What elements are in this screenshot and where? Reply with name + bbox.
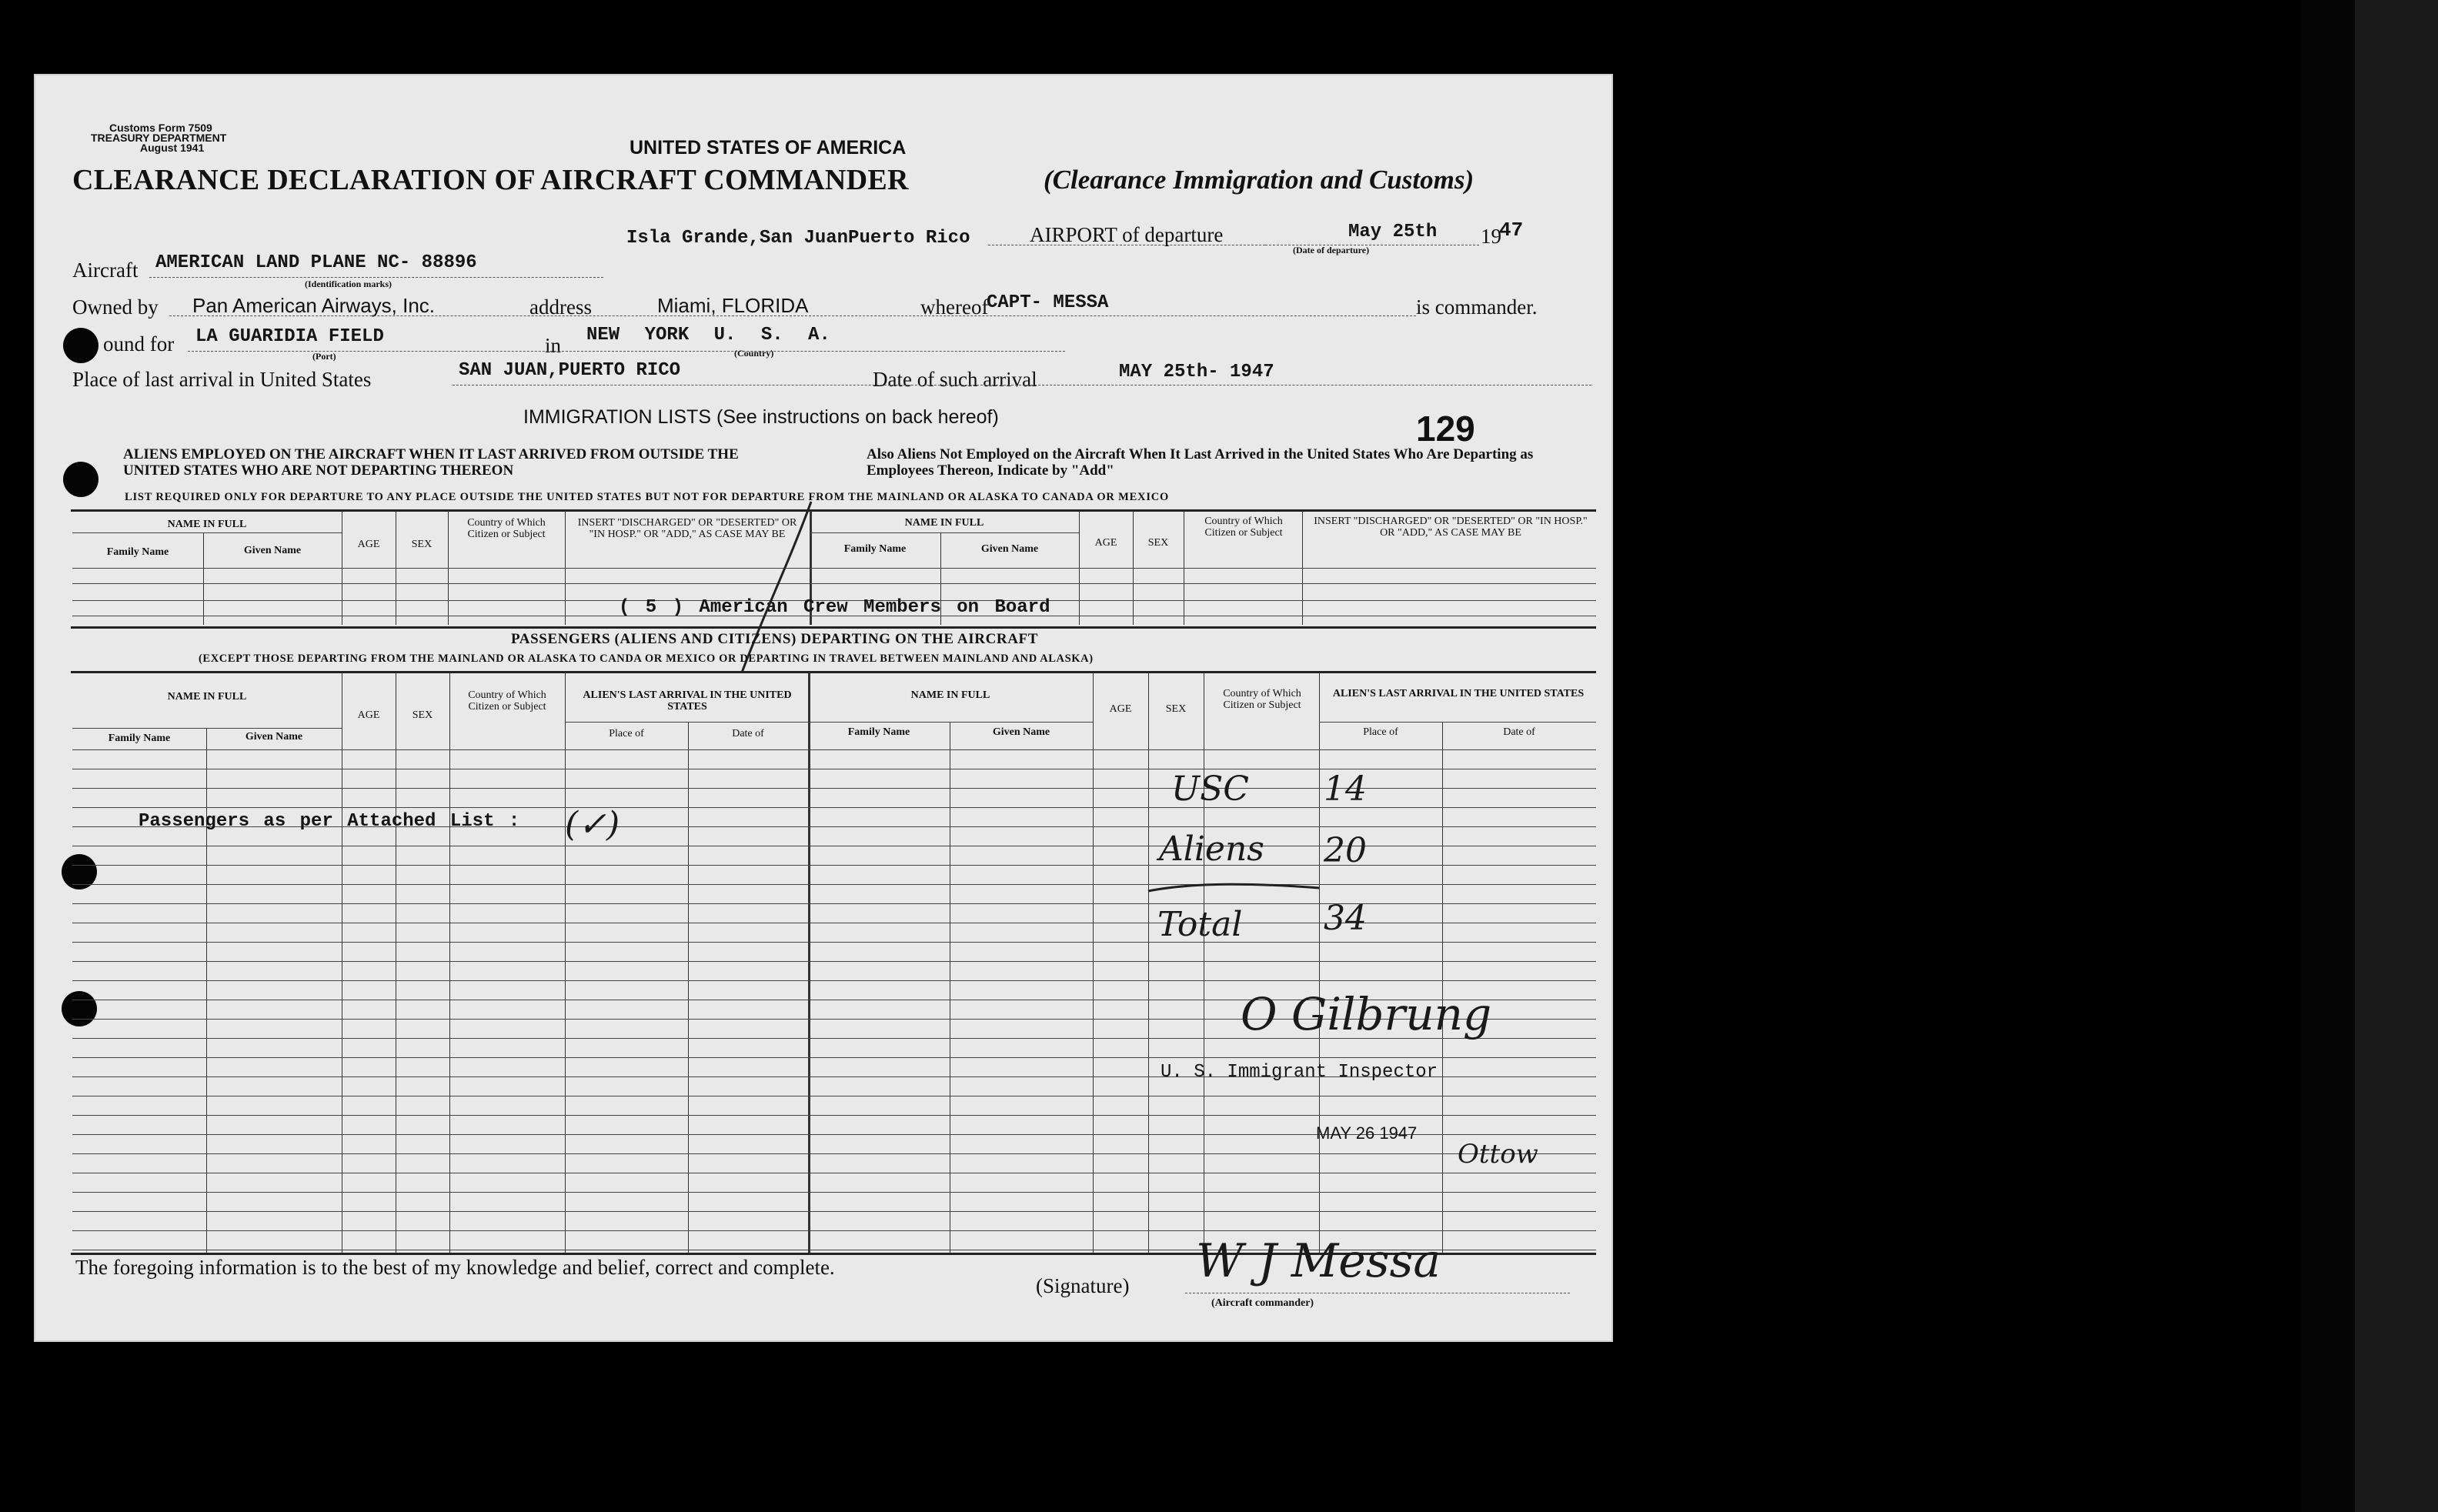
pass-last-arrival-header-right: ALIEN'S LAST ARRIVAL IN THE UNITED STATES <box>1332 688 1585 699</box>
passengers-entry: Passengers as per Attached List : <box>139 811 520 832</box>
bound-port-value: LA GUARIDIA FIELD <box>195 326 384 347</box>
pass-date-header-right: Date of <box>1503 726 1535 738</box>
clearance-form <box>34 74 1613 1342</box>
crew-country-header-right: Country of Which Citizen or Subject <box>1204 516 1283 539</box>
departure-date-value: May 25th <box>1348 222 1438 242</box>
pass-age-header: AGE <box>357 709 380 721</box>
crew-insert-header: INSERT "DISCHARGED" OR "DESERTED" OR "IN HOSP." OR "ADD," AS CASE MAY BE <box>577 517 797 540</box>
crew-entry: ( 5 ) American Crew Members on Board <box>619 597 1050 618</box>
certification-statement: The foregoing information is to the best of my knowledge and belief, correct and complete. <box>75 1256 835 1279</box>
pass-country-header-right: Country of Which Citizen or Subject <box>1223 688 1301 711</box>
crew-given-header-right: Given Name <box>980 543 1039 555</box>
owner-label: Owned by <box>72 295 159 319</box>
last-arrival-place: SAN JUAN,PUERTO RICO <box>459 360 681 381</box>
whereof-label: whereof <box>920 295 989 319</box>
tally-underline <box>1142 877 1327 900</box>
table-row-line <box>72 961 1596 962</box>
departure-year-value: 47 <box>1499 219 1524 242</box>
pass-sex-header-right: SEX <box>1165 703 1187 715</box>
immigration-heading: IMMIGRATION LISTS (See instructions on back hereof) <box>523 406 999 428</box>
address-label: address <box>529 295 592 319</box>
pass-family-header: Family Name <box>108 733 171 744</box>
table-row-line <box>72 1230 1596 1231</box>
passengers-check-mark: (✓) <box>565 805 620 844</box>
crew-age-header: AGE <box>357 539 380 550</box>
table-row-line <box>72 807 1596 808</box>
signature-label: (Signature) <box>1036 1274 1130 1297</box>
bound-in-label: in <box>545 334 562 357</box>
table-row-line <box>72 884 1596 885</box>
aircraft-caption: (Identification marks) <box>305 279 392 289</box>
departure-airport-value: Isla Grande,San JuanPuerto Rico <box>626 228 970 249</box>
pass-name-header-right: NAME IN FULL <box>910 689 990 701</box>
aircraft-value: AMERICAN LAND PLANE NC- 88896 <box>155 252 477 273</box>
table-row-line <box>72 788 1596 789</box>
crew-name-header: NAME IN FULL <box>167 519 247 530</box>
form-number: Customs Form 7509 TREASURY DEPARTMENT August 1941 <box>91 122 227 154</box>
aircraft-label: Aircraft <box>72 259 139 282</box>
pass-sex-header: SEX <box>412 709 433 721</box>
owner-value: Pan American Airways, Inc. <box>192 294 436 317</box>
crew-sex-header-right: SEX <box>1147 537 1169 549</box>
commander-label: is commander. <box>1416 295 1538 319</box>
table-row-line <box>72 749 1596 750</box>
departure-year-prefix: 19 <box>1481 225 1501 248</box>
arrival-date-label: Date of such arrival <box>873 368 1037 391</box>
bound-country-value: NEW YORK U. S. A. <box>586 325 830 345</box>
form-title: CLEARANCE DECLARATION OF AIRCRAFT COMMANDER <box>72 164 909 196</box>
departure-date-caption: (Date of departure) <box>1293 245 1370 255</box>
bound-label: ound for <box>103 332 175 355</box>
immigration-right-note: Also Aliens Not Employed on the Aircraft When It Last Arrived in the United States Who Are Departing as Employees Thereon, Indicate by "Add" <box>867 446 1534 479</box>
bound-country-caption: (Country) <box>734 348 774 359</box>
pass-family-header-right: Family Name <box>847 726 910 738</box>
country-heading: UNITED STATES OF AMERICA <box>630 137 907 159</box>
tally-total-label: Total <box>1157 905 1243 944</box>
dark-background-edge <box>2301 0 2438 1512</box>
passengers-heading: PASSENGERS (ALIENS AND CITIZENS) DEPARTING ON THE AIRCRAFT <box>511 631 1039 647</box>
table-row-line <box>72 1153 1596 1154</box>
table-row-line <box>72 1057 1596 1058</box>
pass-given-header: Given Name <box>245 731 303 743</box>
inspection-stamp-date: MAY 26 1947 <box>1316 1123 1418 1143</box>
address-value: Miami, FLORIDA <box>657 294 809 317</box>
punch-hole <box>63 328 99 363</box>
arrival-date-value: MAY 25th- 1947 <box>1119 362 1274 382</box>
pass-date-header: Date of <box>732 728 764 739</box>
inspector-initials: Ottow <box>1458 1139 1538 1170</box>
tally-alien-value: 20 <box>1324 831 1367 870</box>
pass-place-header: Place of <box>609 728 644 739</box>
commander-value: CAPT- MESSA <box>987 292 1109 313</box>
bound-port-caption: (Port) <box>312 351 336 362</box>
form-subtitle: (Clearance Immigration and Customs) <box>1044 165 1474 195</box>
pass-name-header: NAME IN FULL <box>167 691 247 703</box>
table-row-line <box>72 942 1596 943</box>
crew-country-header: Country of Which Citizen or Subject <box>467 517 546 540</box>
crew-given-header: Given Name <box>243 545 302 556</box>
table-row-line <box>72 980 1596 981</box>
crew-name-header-right: NAME IN FULL <box>904 517 984 529</box>
crew-sex-header: SEX <box>411 539 432 550</box>
pass-given-header-right: Given Name <box>992 726 1050 738</box>
immigration-left-note: ALIENS EMPLOYED ON THE AIRCRAFT WHEN IT LAST ARRIVED FROM OUTSIDE THE UNITED STATES WHO ARE NOT DEPARTING THEREON <box>123 446 739 479</box>
punch-hole <box>62 991 97 1026</box>
table-row-line <box>72 865 1596 866</box>
tally-alien-label: Aliens <box>1159 829 1264 869</box>
crew-age-header-right: AGE <box>1094 537 1117 549</box>
departure-airport-label: AIRPORT of departure <box>1030 223 1224 246</box>
tally-usc-value: 14 <box>1324 769 1367 809</box>
crew-family-header: Family Name <box>106 546 169 558</box>
signature-caption: (Aircraft commander) <box>1211 1297 1314 1309</box>
last-arrival-label: Place of last arrival in United States <box>72 368 372 391</box>
inspector-title: U. S. Immigrant Inspector <box>1161 1062 1438 1083</box>
pass-age-header-right: AGE <box>1109 703 1132 715</box>
crew-family-header-right: Family Name <box>843 543 907 555</box>
table-row-line <box>72 1192 1596 1193</box>
passengers-subheading: (EXCEPT THOSE DEPARTING FROM THE MAINLAND OR ALASKA TO CANDA OR MEXICO OR DEPARTING IN TRAVEL BETWEEN MAINLAND AND ALASKA) <box>199 653 1094 665</box>
tally-usc-label: USC <box>1171 769 1249 809</box>
tally-total-value: 34 <box>1324 899 1367 938</box>
commander-signature: W J Messa <box>1196 1234 1441 1288</box>
pass-place-header-right: Place of <box>1363 726 1398 738</box>
inspector-signature: O Gilbrung <box>1241 988 1492 1040</box>
table-row-line <box>72 1115 1596 1116</box>
list-required-note: LIST REQUIRED ONLY FOR DEPARTURE TO ANY PLACE OUTSIDE THE UNITED STATES BUT NOT FOR DEPARTURE FROM THE MAINLAND OR ALASKA TO CANADA OR MEXICO <box>125 491 1170 503</box>
pass-country-header: Country of Which Citizen or Subject <box>468 689 546 713</box>
table-row-line <box>72 1211 1596 1212</box>
pass-last-arrival-header: ALIEN'S LAST ARRIVAL IN THE UNITED STATES <box>583 689 792 713</box>
punch-hole <box>63 462 99 497</box>
immigration-number: 129 <box>1416 409 1475 449</box>
crew-insert-header-right: INSERT "DISCHARGED" OR "DESERTED" OR "IN HOSP." OR "ADD," AS CASE MAY BE <box>1314 516 1588 539</box>
table-row-line <box>72 903 1596 904</box>
